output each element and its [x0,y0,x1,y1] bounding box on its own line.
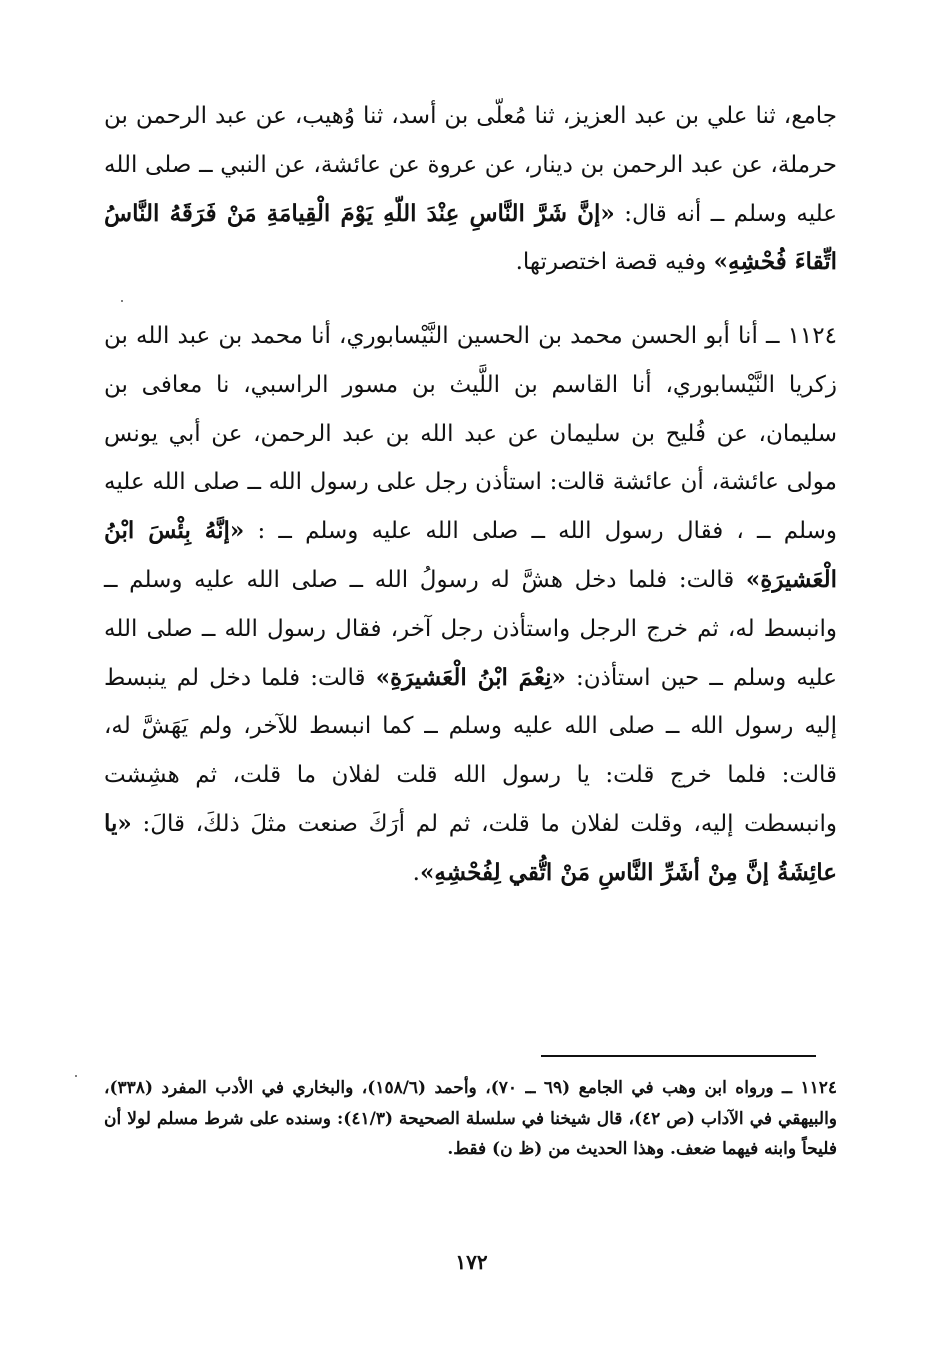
scan-speck [121,300,123,302]
hadith-1124-narration-2: قالت: فلما دخل لم ينبسط إليه رسول الله ــ صلى الله عليه وسلم ــ كما انبسط للآخر، ولم يَهَشَّ له، قالت: فلما خرج قلت: يا رسول الله قلت لفلان ما قلت، ثم هشِشت وانبسطت إليه، وقلت لفلان ما قلت، ثم لم أرَكَ صنعت مثلَ ذلكَ، قالَ: [104,664,837,837]
scan-speck [75,1075,77,1077]
paragraph-continuation [104,92,837,287]
hadith-1124-narration-1: قالت: فلما دخل هشَّ له رسولُ الله ــ صلى الله عليه وسلم ــ وانبسط له، ثم خرج الرجل واستأذن رجل آخر، فقال رسول الله ــ صلى الله عليه وسلم ــ حين استأذن: [104,566,838,691]
footnote: ١١٢٤ ــ ورواه ابن وهب في الجامع (٦٩ ــ ٧٠)، وأحمد (١٥٨/٦)، والبخاري في الأدب المفرد (٣٣٨)، والبيهقي في الآداب (ص ٤٢)، قال شيخنا في سلسلة الصحيحة (٤١/٣): وسنده على شرط مسلم لولا أن فليحاً وابنه فيهما ضعف. وهذا الحديث من (ظ ن) فقط. [104,1078,838,1159]
footnote-divider [541,1055,816,1057]
hadith-1124-end: . [412,859,420,886]
hadith-1124-paragraph [104,312,837,898]
hadith-quote: «إنَّ شَرَّ النَّاسِ عِنْدَ اللّهِ يَوْمَ الْقِيامَةِ مَنْ فَرَقَهُ النَّاسُ اتِّقاءَ فُحْشِهِ» [104,199,837,276]
page-number: ١٧٢ [455,1250,488,1274]
hadith-quote-ni-ma: «نِعْمَ ابْنُ الْعَشيرَةِ» [375,663,566,691]
hadith-1124-isnad: ١١٢٤ ــ أنا أبو الحسن محمد بن الحسين النَّيْسابوري، أنا محمد بن عبد الله بن زكريا النَّيْسابوري، أنا القاسم بن اللَّيث بن مسور الراسبي، نا معافى بن سليمان، عن فُليح بن سليمان عن عبد الله بن عبد الرحمن، عن أبي يونس مولى عائشة، أن عائشة قالت: استأذن رجل على رسول الله ــ صلى الله عليه وسلم ــ ، فقال رسول الله ــ صلى الله عليه وسلم ــ : [104,323,837,545]
hadith-quote-ya-aisha: «يا عائِشَةُ إنَّ مِنْ أشَرِّ النَّاسِ مَنْ اتُّقي لِفُحْشِهِ» [104,809,837,886]
paragraph-1-text: جامع، ثنا علي بن عبد العزيز، ثنا مُعلّى بن أسد، ثنا وُهيب، عن عبد الرحمن بن حرملة، عن عبد الرحمن بن دينار، عن عروة عن عائشة، عن النبي ــ صلى الله عليه وسلم ــ أنه قال: [104,103,838,227]
hadith-quote-bi-sa: «إنَّهُ بِئْسَ ابْنُ الْعَشيرَةِ» [104,517,837,593]
paragraph-1-ending: وفيه قصة اختصرتها. [515,249,714,276]
